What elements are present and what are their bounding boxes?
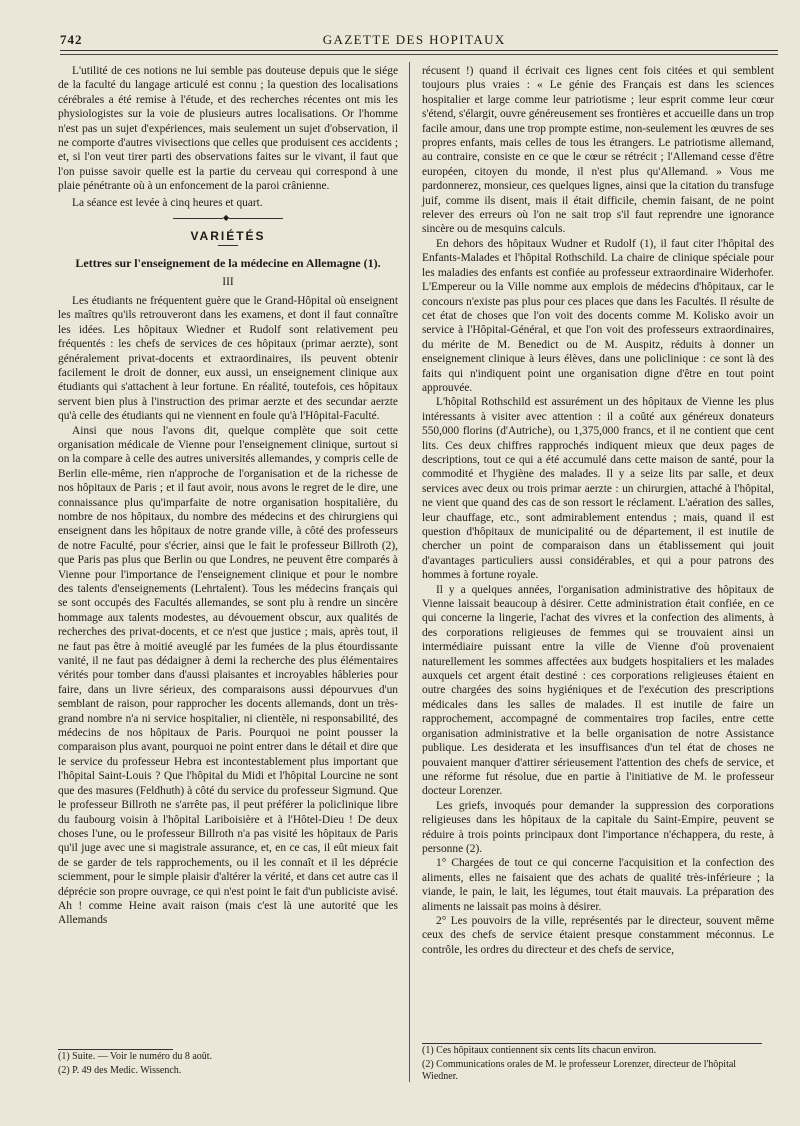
- footnote: (1) Ces hôpitaux contiennent six cents lits chacun environ.: [422, 1045, 657, 1056]
- footnote-rule: [422, 1043, 762, 1044]
- paragraph: Il y a quelques années, l'organisation administrative des hôpitaux de Vienne laissait beaucoup à désirer. Cette administration était confiée, en ce qui concerne la lingerie, l'achat des vivres et la confection des aliments, à des corporations religieuses de femmes qui se trouvaient ainsi un intermédiaire puissant entre la ville de Vienne d'où provenaient naturellement les sommes affectées aux budgets hospitaliers et les malades auxquels cet argent était destiné : ces corporations religieuses étaient en outre chargées des soins hygiéniques et de l'exécution des prescriptions médicales dans les salles de malades. Il est inutile de faire un rapprochement, accompagné de commentaires trop faciles, entre cette organisation administrative et la belle organisation de notre Assistance publique. Les desiderata et les insuffisances d'un tel état de choses ne pouvaient manquer d'attirer sérieusement l'attention des chefs de service, et une réforme fut résolue, due en partie à l'initiative de M. le professeur docteur Lorenzer.: [422, 583, 774, 798]
- right-footnotes: [422, 1042, 774, 1084]
- journal-title: GAZETTE DES HOPITAUX: [322, 32, 506, 47]
- header-rule: [60, 50, 778, 51]
- footnote: (2) P. 49 des Medic. Wissench.: [58, 1064, 182, 1076]
- paragraph: 2° Les pouvoirs de la ville, représentés par le directeur, souvent même ceux des chefs de service étaient presque constamment méconnus. Le contrôle, les ordres du directeur et des chefs de service,: [422, 914, 774, 956]
- paragraph: 1° Chargées de tout ce qui concerne l'acquisition et la confection des aliments, elles ne faisaient que des achats de qualité très-inférieure ; la viande, le pain, le lait, les légumes, tout était mauvais. La préparation des aliments ne laissait pas moins à désirer.: [422, 857, 774, 913]
- section-title: VARIÉTÉS: [190, 229, 266, 244]
- footnote-rule: [58, 1049, 173, 1050]
- footnote: (2) Communications orales de M. le professeur Lorenzer, directeur de l'hôpital Wiedner.: [422, 1058, 737, 1082]
- paragraph: Les étudiants ne fréquentent guère que le Grand-Hôpital où enseignent les maîtres qu'ils retrouveront dans les examens, et dont il faut connaître les idées. Les hôpitaux Wiedner et Rudolf sont relativement peu fréquentés : les chefs de services de ces hôpitaux (primar aerzte), sont généralement privat-docents et extraordinaires, ils peuvent obtenir facilement le droit de donner, eux aussi, un enseignement clinique aux étudiants qui s'attachent à leur fortune. En réalité, toutefois, ces hôpitaux servent bien plus à l'instruction des primar aerzte et des secundar aerzte qu'à celle des étudiants qui ne viennent en foule qu'à l'Hôpital-Faculté.: [58, 294, 398, 423]
- left-column: [58, 64, 398, 928]
- left-footnotes: [58, 1048, 398, 1077]
- paragraph: Les griefs, invoqués pour demander la suppression des corporations religieuses dans les hôpitaux de la capitale du Saint-Empire, peuvent se réduire à trois points principaux dont l'importance n'échappera, du reste, à personne (2).: [422, 799, 774, 855]
- article-title: Lettres sur l'enseignement de la médecine en Allemagne (1).: [75, 256, 381, 271]
- right-column: [422, 64, 774, 957]
- header-rule-thin: [60, 54, 778, 55]
- column-divider: [409, 62, 410, 1082]
- paragraph: L'hôpital Rothschild est assurément un des hôpitaux de Vienne les plus intéressants à visiter avec attention : il a coûté aux généreux donateurs 550,000 florins (d'Autriche), ou 1,375,000 francs, et il ne contient que cent lits. Ces deux chiffres rapprochés indiquent mieux que deux pages de descriptions, tout ce qui a été accumulé dans cette maison de santé, pour la commodité et l'hygiène des malades. Il y a seize lits par salle, et deux services avec deux ou trois primar aerzte : un chirurgien, attaché à l'hôpital, ne vient que quand des cas de son ressort le réclament. L'aération des salles, leur chauffage, etc., sont admirablement entendus ; mais, quand il est question d'hôpitaux de municipalité ou de département, il est inutile de chercher un point de comparaison dans un établissement qui jouit d'avantages particuliers aussi considérables, et qui a pour patrons des hommes à fortune royale.: [422, 396, 774, 582]
- paragraph: En dehors des hôpitaux Wudner et Rudolf (1), il faut citer l'hôpital des Enfants-Malades et l'hôpital Rothschild. La chaire de clinique spéciale pour les maladies des enfants est confiée au professeur extraordinaire Widerhofer. L'Empereur ou la Ville nomme aux emplois de médecins d'hôpitaux, car le concours n'existe pas plus pour ces places que dans les Facultés. Il résulte de cet état de choses que l'on voit des docents comme M. Kolisko avoir un service à l'Hôpital-Général, et que l'on voit des professeurs extraordinaires, du mérite de M. Benedict ou de M. Auspitz, réduits à donner un enseignement clinique à leurs élèves, dans une policlinique : ce sont là des faits qui n'indiquent point une organisation digne d'être en tout point approuvée.: [422, 237, 774, 394]
- ornament-rule: [173, 218, 283, 219]
- footnote: (1) Suite. — Voir le numéro du 8 août.: [58, 1051, 213, 1062]
- paragraph: L'utilité de ces notions ne lui semble pas douteuse depuis que le siége de la faculté du langage articulé est connu ; la question des localisations cérébrales a été remise à l'étude, et des recherches récentes ont mis les physiologistes sur la voie de plusieurs autres localisations. Or l'homme n'est pas un sujet d'expériences, mais seulement un sujet d'observation, il ne comporte d'autres vivisections que celles que produisent ces accidents ; et, si l'on veut tirer parti des observations faites sur le vivant, il faut que l'on puisse savoir quelle est la partie du cerveau qui correspond à une plaie pénétrante où à un enfoncement de la paroi crânienne.: [58, 65, 398, 193]
- paragraph: Ainsi que nous l'avons dit, quelque complète que soit cette organisation médicale de Vienne pour l'enseignement clinique, surtout si on la compare à celle des autres universités allemandes, y compris celle de Berlin elle-même, rien n'approche de l'organisation et de la richesse de nos hôpitaux de Paris ; et il faut avoir, nous avons le regret de le dire, une connaissance plus qu'imparfaite de notre organisation hospitalière, du nombre de nos hôpitaux, du nombre des médecins et des chirurgiens qui enseignent dans les hôpitaux de notre grande ville, à côté des professeurs de notre Faculté, pour s'écrier, ainsi que le fait le professeur Billroth (2), que Paris pas plus que Berlin ou que Londres, ne peuvent être comparés à Vienne pour l'importance de l'enseignement clinique et pour le nombre des talents d'enseignements (Lehrtalent). Tous les médecins français qui se sont occupés des Facultés allemandes, se sont plu à rendre un sincère hommage aux talents modestes, au dévouement obscur, aux qualités de recherches des privat-docents, et ce n'est que justice ; mais, après tout, il ne faut pas être à moitié aveuglé par les fumées de la plus étourdissante vanité, il ne faut pas dédaigner à demi la recherche des plus élémentaires vérités pour tomber dans d'aussi plaisantes et incroyables hâbleries pour faire, dans un livre sérieux, des comparaisons aussi dépourvues d'un semblant de raison, pour rapprocher les docents allemands, dont un très-grand nombre n'a ni service hospitalier, ni clientèle, ni responsabilité, des médecins de nos hôpitaux de Paris. Pourquoi ne point pousser la comparaison plus avant, pourquoi ne point entrer dans le détail et dire que le service du professeur Hebra est incontestablement plus important que l'hôpital Saint-Louis ? Que l'hôpital du Midi et l'hôpital Lourcine ne sont que des masures (Feldhuth) à côté du service du professeur Sigmund. Que le professeur Billroth ne s'arrête pas, il peut préférer la policlinique libre du faubourg voisin à l'hôpital Lariboisière et à l'Hôtel-Dieu ! De deux choses l'une, ou le professeur Billroth n'a pas visité les hôpitaux de Paris qu'il juge avec une si magistrale assurance, et, en ce cas, il eût mieux fait de se garder de tels rapprochements, ou il les connaît et il les déprécie sciemment, pour le simple plaisir d'altérer la vérité, et dans cet autre cas il déprécie son propre ouvrage, ce qui n'est point le fait d'un publiciste avisé. Ah ! comme Heine avait raison (mais c'est là une autorité que les Allemands: [58, 424, 399, 927]
- part-number: III: [222, 276, 234, 289]
- page-number: 742: [60, 32, 83, 47]
- paragraph: récusent !) quand il écrivait ces lignes cent fois citées et qui semblent toujours plus vraies : « Le génie des Français est dans les sciences hospitalier et large comme leur patriotisme ; leur esprit comme leur cœur s'étend, s'élargit, ouvre généreusement ses frontières et accueille dans un trop facile amour, dans une trop prompte estime, non-seulement les œuvres de ses propres enfants, mais celles de tous les étrangers. Le patriotisme allemand, au contraire, consiste en ce que le cœur se rétrécit ; l'Allemand cesse d'être européen, citoyen du monde, il n'est plus qu'Allemand. » Vous me pardonnerez, monsieur, ces quelques lignes, ainsi que la citation du transfuge juif, comme ils disent, mais il était difficile, chemin faisant, de ne point relever des erreurs où l'on ne sait trop s'il faut reprendre une ignorance sincère ou de mesquins calculs.: [422, 65, 774, 236]
- paragraph: La séance est levée à cinq heures et quart.: [72, 196, 263, 209]
- running-header: [60, 28, 776, 52]
- divider: [218, 245, 238, 246]
